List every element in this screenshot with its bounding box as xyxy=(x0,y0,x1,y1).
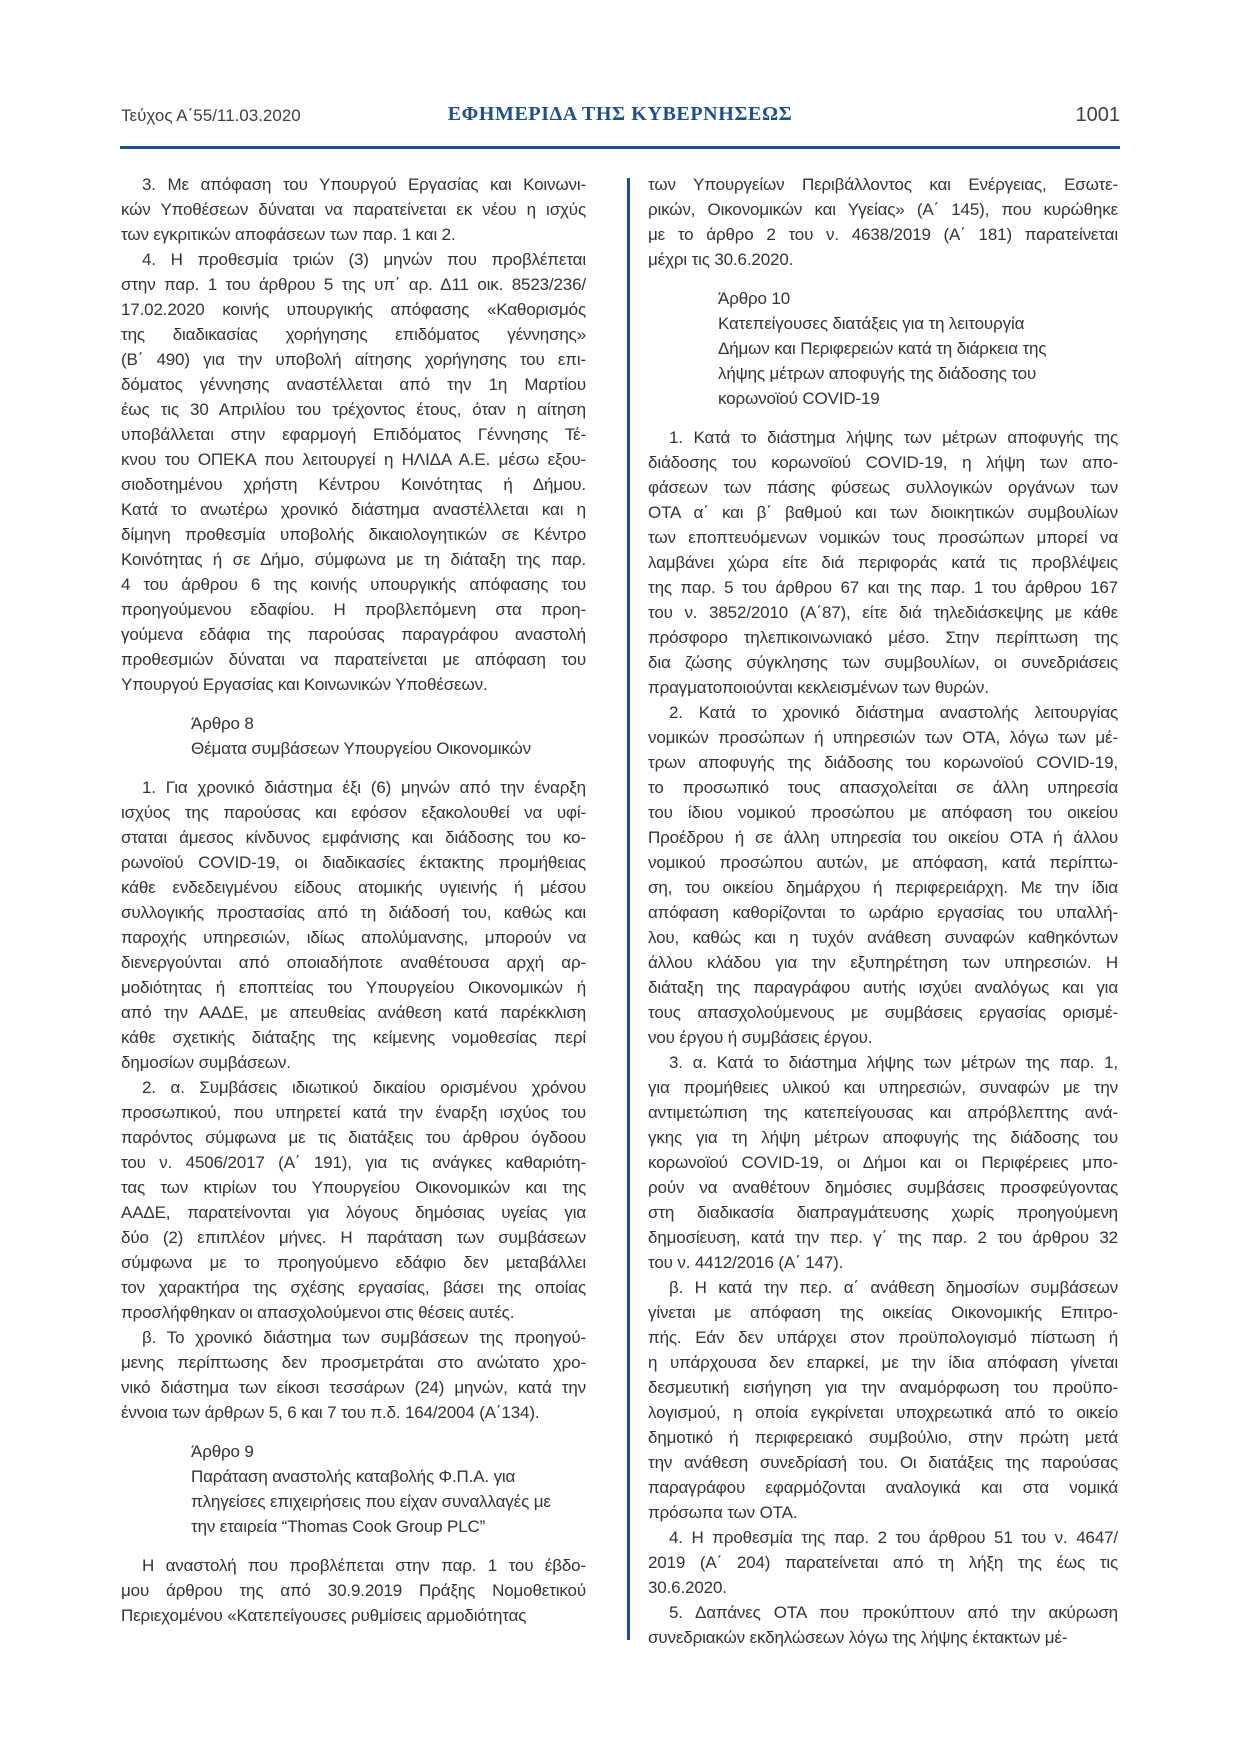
text-line: β. Το χρονικό διάστημα των συμβάσεων της προηγού- xyxy=(142,1328,586,1347)
column-divider xyxy=(627,178,630,1640)
text-line: κάθε σχετικής διάταξης της κείμενης νομοθεσίας περί xyxy=(121,1028,586,1047)
text-line: λου, καθώς και η τυχόν ανάθεση συναφών καθηκόντων xyxy=(648,928,1118,947)
text-line: από την ΑΑΔΕ, με απευθείας ανάθεση κατά παρέκκλιση xyxy=(121,1003,586,1022)
paragraph xyxy=(121,1325,586,1425)
text-line: πληγείσες επιχειρήσεις που είχαν συναλλαγές με xyxy=(191,1492,551,1511)
text-line: του ίδιου νομικού προσώπου με απόφαση του οικείου xyxy=(648,803,1118,822)
text-line: νικό διάστημα των είκοσι τεσσάρων (24) μηνών, κατά την xyxy=(121,1378,586,1397)
text-line: του ν. 3852/2010 (Α΄87), είτε διά τηλεδιάσκεψης με κάθε xyxy=(648,603,1118,622)
text-line: παρόντος σύμφωνα με τις διατάξεις του άρθρου όγδοου xyxy=(121,1128,586,1147)
text-line: κορωνοϊού COVID-19, οι Δήμοι και οι Περιφέρειες μπο- xyxy=(648,1153,1118,1172)
text-line: στην παρ. 1 του άρθρου 5 της υπ΄ αρ. Δ11 οικ. 8523/236/ xyxy=(121,275,586,294)
text-line: συλλογικής προστασίας από τη διάδοσή του, καθώς και xyxy=(121,903,586,922)
paragraph xyxy=(648,172,1118,272)
text-line: της διαδικασίας χορήγησης επιδόματος γέννησης» xyxy=(121,325,586,344)
text-line: ση, του οικείου δημάρχου ή περιφερειάρχη. Με την ίδια xyxy=(648,878,1118,897)
text-line: σύμφωνα με το προηγούμενο εδάφιο δεν μεταβάλλει xyxy=(121,1253,586,1272)
text-line: Κατά το ανωτέρω χρονικό διάστημα αναστέλλεται και η xyxy=(121,500,586,519)
left-column xyxy=(121,172,586,1628)
text-line: τρων αποφυγής της διάδοσης του κορωνοϊού COVID-19, xyxy=(648,753,1118,772)
text-line: του ν. 4412/2016 (Α΄ 147). xyxy=(648,1253,844,1272)
text-line: μέχρι τις 30.6.2020. xyxy=(648,250,794,269)
text-line: Η αναστολή που προβλέπεται στην παρ. 1 του έβδο- xyxy=(142,1556,586,1575)
text-line: Κοινότητας ή σε Δήμο, σύμφωνα με τη διάταξη της παρ. xyxy=(121,550,586,569)
text-line: πραγματοποιούνται κεκλεισμένων των θυρών. xyxy=(648,678,989,697)
text-line: υποβάλλεται στην εφαρμογή Επιδόματος Γέννησης Τέ- xyxy=(121,425,586,444)
text-line: συνεδριακών εκδηλώσεων λόγω της λήψης έκτακτων μέ- xyxy=(648,1628,1068,1647)
text-line: Περιεχομένου «Κατεπείγουσες ρυθμίσεις αρμοδιότητας xyxy=(121,1606,527,1625)
text-line: Δήμων και Περιφερειών κατά τη διάρκεια της xyxy=(718,339,1047,358)
text-line: νομικού προσώπου αυτών, με απόφαση, κατά περίπτω- xyxy=(648,853,1118,872)
text-line: κών Υποθέσεων δύναται να παρατείνεται εκ νέου η ισχύς xyxy=(121,200,586,219)
text-line: 4 του άρθρου 6 της κοινής υπουργικής απόφασης του xyxy=(121,575,586,594)
text-line: τας των κτιρίων του Υπουργείου Οικονομικών και της xyxy=(121,1178,586,1197)
text-line: διενεργούνται από οποιαδήποτε αναθέτουσα αρχή αρ- xyxy=(121,953,586,972)
text-line: την εταιρεία “Thomas Cook Group PLC” xyxy=(191,1517,486,1536)
text-line: 2. Κατά το χρονικό διάστημα αναστολής λειτουργίας xyxy=(669,703,1118,722)
text-line: 3. α. Κατά το διάστημα λήψης των μέτρων της παρ. 1, xyxy=(669,1053,1118,1072)
text-line: μοδιότητας ή εποπτείας του Υπουργείου Οικονομικών ή xyxy=(121,978,586,997)
text-line: Θέματα συμβάσεων Υπουργείου Οικονομικών xyxy=(191,739,531,758)
text-line: διάταξη της παραγράφου αυτής ισχύει αναλόγως και για xyxy=(648,978,1118,997)
text-line: Υπουργού Εργασίας και Κοινωνικών Υποθέσεων. xyxy=(121,675,488,694)
text-line: δόματος γέννησης αναστέλλεται από την 1η Μαρτίου xyxy=(121,375,586,394)
text-line: κορωνοϊού COVID-19 xyxy=(718,389,880,408)
text-line: 2. α. Συμβάσεις ιδιωτικού δικαίου ορισμένου χρόνου xyxy=(142,1078,586,1097)
text-line: δημοτικό ή περιφερειακό συμβούλιο, στην πρώτη μετά xyxy=(648,1428,1118,1447)
gazette-title: ΕΦΗΜΕΡΙΔΑ ΤΗΣ ΚΥΒΕΡΝΗΣΕΩΣ xyxy=(447,103,793,125)
text-line: Κατεπείγουσες διατάξεις για τη λειτουργία xyxy=(718,314,1025,333)
text-line: ρικών, Οικονομικών και Υγείας» (Α΄ 145), που κυρώθηκε xyxy=(648,200,1118,219)
text-line: δεσμευτική εισήγηση για την αναμόρφωση του προϋπο- xyxy=(648,1378,1118,1397)
text-line: Παράταση αναστολής καταβολής Φ.Π.Α. για xyxy=(191,1467,516,1486)
text-line: 3. Με απόφαση του Υπουργού Εργασίας και Κοινωνι- xyxy=(142,175,586,194)
text-line: των εποπτευόμενων νομικών τους προσώπων μπορεί να xyxy=(648,528,1118,547)
text-line: Προέδρου ή σε άλλη υπηρεσία του οικείου ΟΤΑ ή άλλου xyxy=(648,828,1118,847)
text-line: ισχύος της παρούσας και εφόσον εξακολουθεί να υφί- xyxy=(121,803,586,822)
text-line: 30.6.2020. xyxy=(648,1578,727,1597)
paragraph xyxy=(121,775,586,1075)
text-line: κνου του ΟΠΕΚΑ που λειτουργεί η ΗΛΙΔΑ Α.Ε. μέσω εξου- xyxy=(121,450,586,469)
text-line: πρόσφορο τηλεπικοινωνιακό μέσο. Στην περίπτωση της xyxy=(648,628,1118,647)
page-number: 1001 xyxy=(1075,104,1120,126)
text-line: ΟΤΑ α΄ και β΄ βαθμού και των διοικητικών συμβουλίων xyxy=(648,503,1118,522)
text-line: διάδοσης του κορωνοϊού COVID-19, η λήψη των απο- xyxy=(648,453,1118,472)
paragraph xyxy=(648,1050,1118,1275)
text-line: προσωπικού, που υπηρετεί κατά την έναρξη ισχύος του xyxy=(121,1103,586,1122)
text-line: έως τις 30 Απριλίου του τρέχοντος έτους, όταν η αίτηση xyxy=(121,400,586,419)
text-line: της παρ. 5 του άρθρου 67 και της παρ. 1 του άρθρου 167 xyxy=(648,578,1118,597)
text-line: δημοσίων συμβάσεων. xyxy=(121,1053,291,1072)
text-line: το προσωπικό τους απασχολείται σε άλλη υπηρεσία xyxy=(648,778,1118,797)
text-line: Άρθρο 10 xyxy=(718,289,791,308)
paragraph xyxy=(648,700,1118,1050)
text-line: γκης για τη λήψη μέτρων αποφυγής της διάδοσης του xyxy=(648,1128,1118,1147)
text-line: νομικών προσώπων ή υπηρεσιών των ΟΤΑ, λόγω των μέ- xyxy=(648,728,1118,747)
paragraph xyxy=(121,172,586,247)
paragraph xyxy=(648,425,1118,700)
text-line: προηγούμενου εδαφίου. Η προβλεπόμενη στα προη- xyxy=(121,600,586,619)
text-line: ΑΑΔΕ, παρατείνονται για λόγους δημόσιας υγείας για xyxy=(121,1203,586,1222)
text-line: σταται άμεσος κίνδυνος εμφάνισης και διάδοσης του κο- xyxy=(121,828,586,847)
text-line: τους απασχολούμενους με συμβάσεις εργασίας ορισμέ- xyxy=(648,1003,1118,1022)
text-line: 1. Κατά το διάστημα λήψης των μέτρων αποφυγής της xyxy=(669,428,1118,447)
article-heading xyxy=(121,1439,586,1539)
text-line: προθεσμιών δύναται να παρατείνεται με απόφαση του xyxy=(121,650,586,669)
paragraph xyxy=(121,1553,586,1628)
text-line: 2019 (Α΄ 204) παρατείνεται από τη λήξη της έως τις xyxy=(648,1553,1118,1572)
text-line: στη διαδικασία διαπραγμάτευσης χωρίς προηγούμενη xyxy=(648,1203,1118,1222)
text-line: (Β΄ 490) για την υποβολή αίτησης χορήγησης του επι- xyxy=(121,350,586,369)
text-line: την ανάθεση συνεδρίασή του. Οι διατάξεις της παρούσας xyxy=(648,1453,1118,1472)
text-line: τον χαρακτήρα της σχέσης εργασίας, βάσει της οποίας xyxy=(121,1278,586,1297)
text-line: πής. Εάν δεν υπάρχει στον προϋπολογισμό πίστωση ή xyxy=(648,1328,1118,1347)
text-line: 5. Δαπάνες ΟΤΑ που προκύπτουν από την ακύρωση xyxy=(669,1603,1118,1622)
header-rule xyxy=(120,146,1120,149)
paragraph xyxy=(121,1075,586,1325)
text-line: των Υπουργείων Περιβάλλοντος και Ενέργειας, Εσωτε- xyxy=(648,175,1118,194)
article-heading xyxy=(648,286,1118,411)
text-line: έννοια των άρθρων 5, 6 και 7 του π.δ. 164/2004 (Α΄134). xyxy=(121,1403,540,1422)
text-line: κάθε ενδεδειγμένου είδους ατομικής υγιεινής ή μέσου xyxy=(121,878,586,897)
paragraph xyxy=(648,1525,1118,1600)
text-line: άλλου κλάδου για την εξυπηρέτηση των υπηρεσιών. Η xyxy=(648,953,1118,972)
text-line: Άρθρο 9 xyxy=(191,1442,254,1461)
text-line: λαμβάνει χώρα είτε διά περιφοράς κατά τις προβλέψεις xyxy=(648,553,1118,572)
text-line: παροχής υπηρεσιών, ιδίως απολύμανσης, μπορούν να xyxy=(121,928,586,947)
text-line: 17.02.2020 κοινής υπουργικής απόφασης «Καθορισμός xyxy=(121,300,586,319)
text-line: παραγράφου εφαρμόζονται αναλογικά και στα νομικά xyxy=(648,1478,1118,1497)
text-line: 4. Η προθεσμία τριών (3) μηνών που προβλέπεται xyxy=(142,250,586,269)
issue-label: Τεύχος Α΄55/11.03.2020 xyxy=(121,106,301,125)
text-line: απόφαση καθορίζονται το ωράριο εργασίας του υπαλλή- xyxy=(648,903,1118,922)
text-line: δίμηνη προθεσμία υποβολής δικαιολογητικών σε Κέντρο xyxy=(121,525,586,544)
right-column xyxy=(648,172,1118,1650)
text-line: δια ζώσης σύγκλησης των συμβουλίων, οι συνεδριάσεις xyxy=(648,653,1118,672)
text-line: 4. Η προθεσμία της παρ. 2 του άρθρου 51 του ν. 4647/ xyxy=(669,1528,1118,1547)
text-line: σιοδοτημένου χρήστη Κέντρου Κοινότητας ή Δήμου. xyxy=(121,475,586,494)
paragraph xyxy=(648,1275,1118,1525)
text-line: μενης περίπτωσης δεν προσμετράται στο ανώτατο χρο- xyxy=(121,1353,586,1372)
text-line: Άρθρο 8 xyxy=(191,714,254,733)
text-line: των εγκριτικών αποφάσεων των παρ. 1 και 2. xyxy=(121,225,456,244)
text-line: γίνεται με απόφαση της οικείας Οικονομικής Επιτρο- xyxy=(648,1303,1118,1322)
text-line: νου έργου ή συμβάσεις έργου. xyxy=(648,1028,873,1047)
text-line: η υπάρχουσα δεν επαρκεί, με την ίδια απόφαση γίνεται xyxy=(648,1353,1118,1372)
text-line: πρόσωπα των ΟΤΑ. xyxy=(648,1503,798,1522)
text-line: μου άρθρου της από 30.9.2019 Πράξης Νομοθετικού xyxy=(121,1581,586,1600)
text-line: λογισμού, η οποία εγκρίνεται υποχρεωτικά από το οικείο xyxy=(648,1403,1118,1422)
text-line: ρωνοϊού COVID-19, οι διαδικασίες έκτακτης προμήθειας xyxy=(121,853,586,872)
text-line: λήψης μέτρων αποφυγής της διάδοσης του xyxy=(718,364,1037,383)
text-line: αντιμετώπιση της κατεπείγουσας και απρόβλεπτης ανά- xyxy=(648,1103,1118,1122)
text-line: 1. Για χρονικό διάστημα έξι (6) μηνών από την έναρξη xyxy=(142,778,586,797)
text-line: δημοσίευση, κατά την περ. γ΄ της παρ. 2 του άρθρου 32 xyxy=(648,1228,1118,1247)
text-line: προσλήφθηκαν οι απασχολούμενοι στις θέσεις αυτές. xyxy=(121,1303,515,1322)
text-line: γούμενα εδάφια της παρούσας παραγράφου αναστολή xyxy=(121,625,586,644)
paragraph xyxy=(648,1600,1118,1650)
text-line: β. Η κατά την περ. α΄ ανάθεση δημοσίων συμβάσεων xyxy=(669,1278,1118,1297)
article-heading xyxy=(121,711,586,761)
text-line: του ν. 4506/2017 (Α΄ 191), για τις ανάγκες καθαριότη- xyxy=(121,1153,586,1172)
text-line: φάσεων των πάσης φύσεως συλλογικών οργάνων των xyxy=(648,478,1118,497)
text-line: με το άρθρο 2 του ν. 4638/2019 (Α΄ 181) παρατείνεται xyxy=(648,225,1118,244)
paragraph xyxy=(121,247,586,697)
text-line: για προμήθειες υλικού και υπηρεσιών, συναφών με την xyxy=(648,1078,1118,1097)
text-line: ρούν να αναθέτουν δημόσιες συμβάσεις προσφεύγοντας xyxy=(648,1178,1118,1197)
text-line: δύο (2) επιπλέον μήνες. Η παράταση των συμβάσεων xyxy=(121,1228,586,1247)
